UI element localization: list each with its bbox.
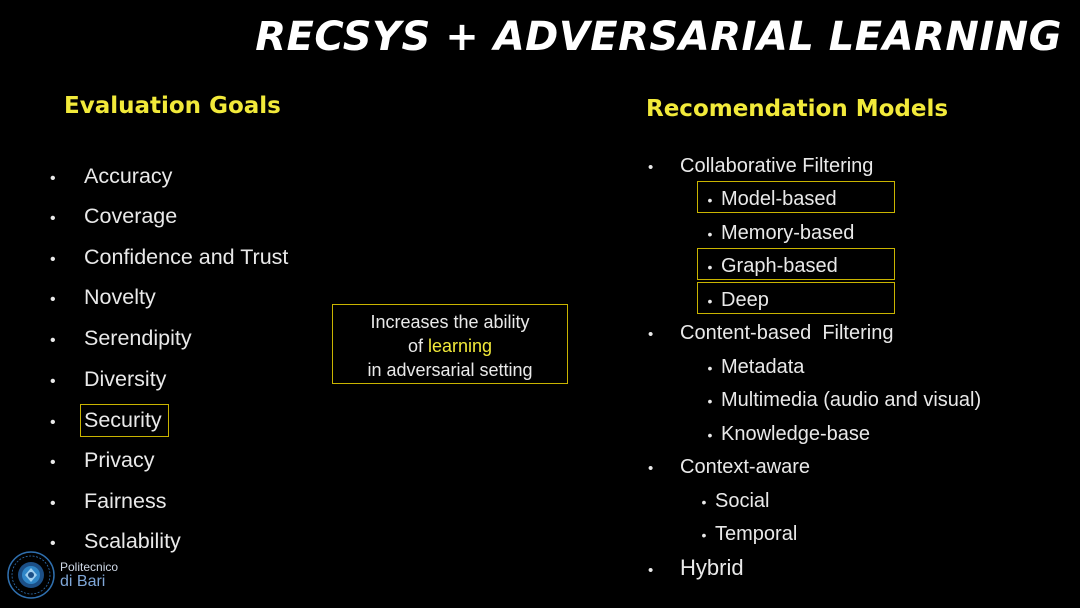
- bullet: •: [50, 454, 56, 471]
- callout-line-3: in adversarial setting: [367, 360, 533, 380]
- callout-line-1: Increases the ability: [370, 312, 530, 332]
- bullet: •: [707, 293, 713, 309]
- bullet: •: [701, 494, 707, 510]
- logo-line-2: di Bari: [60, 573, 106, 590]
- model-item-label: Model-based: [721, 188, 837, 210]
- bullet: •: [50, 332, 56, 349]
- bullet: •: [707, 259, 713, 275]
- callout-box: [332, 304, 568, 384]
- goal-label: Novelty: [84, 285, 156, 309]
- bullet: •: [707, 192, 713, 208]
- slide-title: RECSYS + ADVERSARIAL LEARNING: [255, 14, 1062, 60]
- bullet: •: [50, 210, 56, 227]
- goal-label: Coverage: [84, 204, 178, 228]
- bullet: •: [50, 251, 56, 268]
- model-group-label: Content-based Filtering: [680, 322, 894, 344]
- callout-highlight-word: learning: [427, 336, 493, 356]
- bullet: •: [701, 527, 707, 543]
- callout-line-2-prefix: of: [407, 336, 428, 356]
- goal-item-fairness: [48, 485, 166, 517]
- goal-label: Scalability: [84, 529, 181, 553]
- model-item-metadata: [699, 352, 804, 382]
- goal-label: Fairness: [84, 489, 167, 513]
- bullet: •: [648, 562, 654, 579]
- goal-label: Confidence and Trust: [84, 245, 289, 269]
- model-item-multimedia: [699, 385, 981, 415]
- goal-label: Serendipity: [84, 326, 192, 350]
- model-item-label: Graph-based: [721, 255, 838, 277]
- bullet: •: [50, 495, 56, 512]
- bullet: •: [707, 427, 713, 443]
- model-group-label: Hybrid: [680, 555, 744, 580]
- model-item-deep: [699, 285, 769, 315]
- bullet: •: [707, 226, 713, 242]
- model-item-label: Temporal: [715, 523, 798, 545]
- model-group-collaborative-filtering: [648, 151, 873, 181]
- model-item-label: Social: [715, 490, 770, 512]
- bullet: •: [50, 414, 56, 431]
- model-group-label: Context-aware: [680, 456, 811, 478]
- goal-label: Accuracy: [84, 164, 173, 188]
- goal-item-novelty: [48, 281, 156, 313]
- goal-item-privacy: [48, 444, 154, 476]
- goal-item-confidence-and-trust: [48, 241, 288, 273]
- model-item-label: Multimedia (audio and visual): [721, 389, 982, 411]
- model-item-memory-based: [699, 218, 854, 248]
- recommendation-models-heading: Recomendation Models: [646, 96, 949, 122]
- goal-label: Privacy: [84, 448, 155, 472]
- model-item-temporal: [693, 519, 797, 549]
- model-group-content-based-filtering: [648, 318, 893, 348]
- model-group-context-aware: [648, 452, 810, 482]
- model-item-graph-based: [699, 251, 838, 281]
- goal-item-serendipity: [48, 322, 192, 354]
- model-item-label: Knowledge-base: [721, 423, 870, 445]
- bullet: •: [50, 170, 56, 187]
- goal-item-security: [48, 404, 169, 436]
- bullet: •: [648, 159, 654, 176]
- goal-item-accuracy: [48, 160, 172, 192]
- model-group-hybrid: [648, 553, 744, 583]
- logo-line-1: Politecnico: [60, 560, 119, 574]
- model-group-label: Collaborative Filtering: [680, 155, 874, 177]
- bullet: •: [50, 291, 56, 308]
- model-item-label: Memory-based: [721, 222, 855, 244]
- bullet: •: [648, 460, 654, 477]
- evaluation-goals-heading: Evaluation Goals: [64, 93, 281, 119]
- bullet: •: [707, 360, 713, 376]
- politecnico-logo: [6, 548, 156, 604]
- goal-label-highlighted: Security: [80, 404, 169, 437]
- goal-item-coverage: [48, 200, 177, 232]
- bullet: •: [648, 326, 654, 343]
- bullet: •: [707, 393, 713, 409]
- goal-label: Diversity: [84, 367, 167, 391]
- bullet: •: [50, 535, 56, 552]
- model-item-label: Deep: [721, 289, 769, 311]
- seal-icon: [6, 550, 56, 600]
- model-item-social: [693, 486, 769, 516]
- model-item-label: Metadata: [721, 356, 805, 378]
- model-item-model-based: [699, 184, 837, 214]
- model-item-knowledge-base: [699, 419, 870, 449]
- bullet: •: [50, 373, 56, 390]
- callout-line-2: [333, 334, 567, 358]
- goal-item-diversity: [48, 363, 166, 395]
